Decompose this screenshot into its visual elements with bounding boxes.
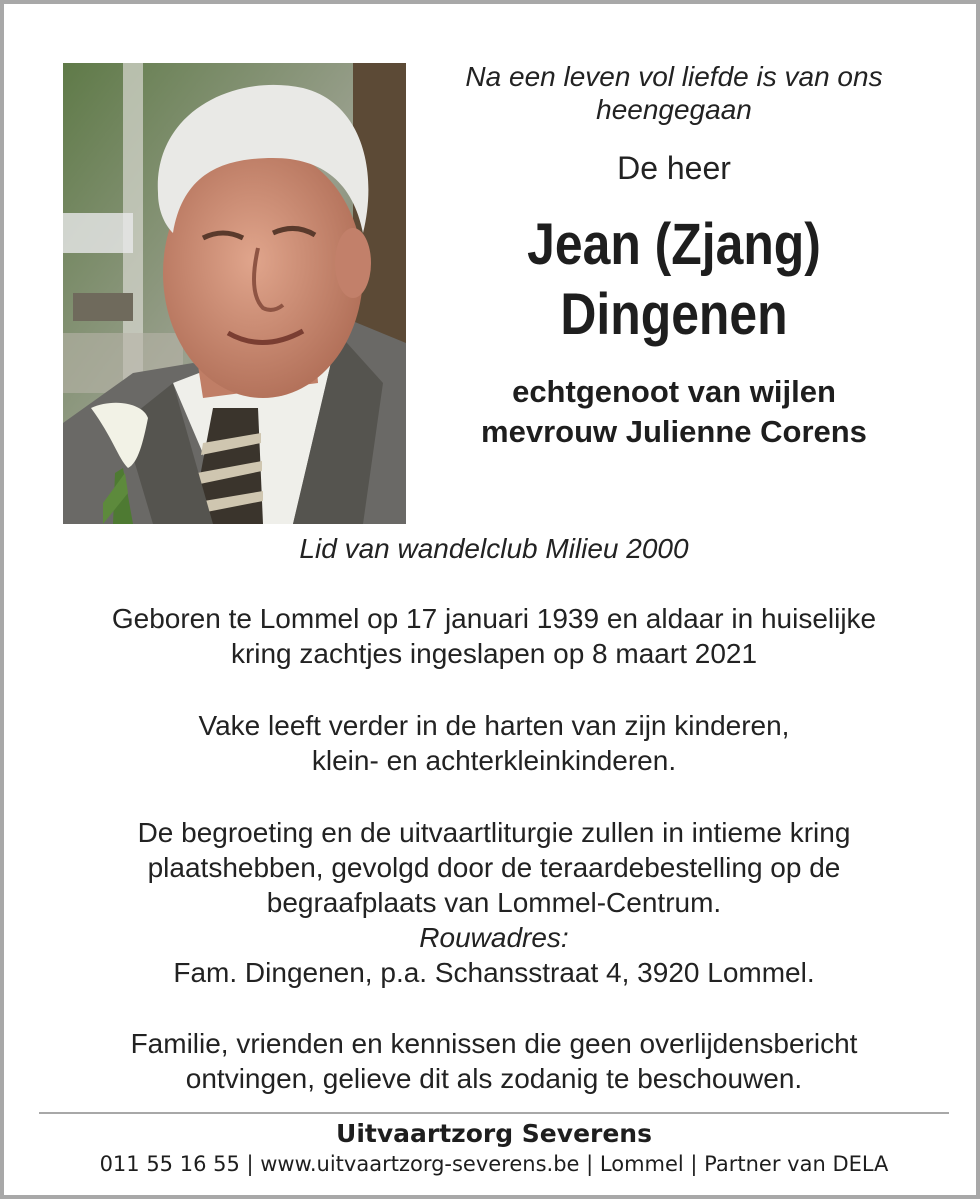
ceremony-line-3: begraafplaats van Lommel-Centrum. (266, 887, 722, 918)
intro-text: Na een leven vol liefde is van ons heengegaan (465, 61, 883, 125)
funeral-company-name: Uitvaartzorg Severens (336, 1119, 652, 1148)
spouse-line-2: mevrouw Julienne Corens (481, 414, 867, 449)
header-block (424, 60, 924, 452)
legacy-line-1: Vake leeft verder in de harten van zijn kinderen, (198, 710, 790, 741)
portrait-photo (63, 63, 406, 524)
deceased-name (459, 210, 889, 350)
address-label: Rouwadres: (419, 922, 569, 953)
spouse-info (424, 372, 924, 452)
salutation: De heer (617, 150, 731, 186)
footer-divider (39, 1112, 949, 1114)
portrait-illustration (63, 63, 406, 524)
mourning-address: Fam. Dingenen, p.a. Schansstraat 4, 3920 Lommel. (173, 957, 815, 988)
funeral-company-contact: 011 55 16 55 | www.uitvaartzorg-severens.be | Lommel | Partner van DELA (99, 1152, 889, 1176)
ceremony-paragraph (44, 815, 944, 990)
ceremony-line-2: plaatshebben, gevolgd door de teraardebestelling op de (147, 852, 841, 883)
legacy-line-2: klein- en achterkleinkinderen. (311, 745, 677, 776)
birth-death-paragraph (44, 601, 944, 671)
name-line-1: Jean (Zjang) (527, 212, 821, 277)
notice-line-2: ontvingen, gelieve dit als zodanig te beschouwen. (185, 1063, 803, 1094)
ceremony-line-1: De begroeting en de uitvaartliturgie zullen in intieme kring (137, 817, 851, 848)
club-membership: Lid van wandelclub Milieu 2000 (299, 533, 689, 564)
legacy-paragraph (44, 708, 944, 778)
birth-line-2: kring zachtjes ingeslapen op 8 maart 2021 (230, 638, 758, 669)
spouse-line-1: echtgenoot van wijlen (512, 374, 836, 409)
notice-paragraph (44, 1026, 944, 1096)
notice-line-1: Familie, vrienden en kennissen die geen overlijdensbericht (130, 1028, 858, 1059)
name-line-2: Dingenen (560, 282, 788, 347)
birth-line-1: Geboren te Lommel op 17 januari 1939 en aldaar in huiselijke (111, 603, 877, 634)
